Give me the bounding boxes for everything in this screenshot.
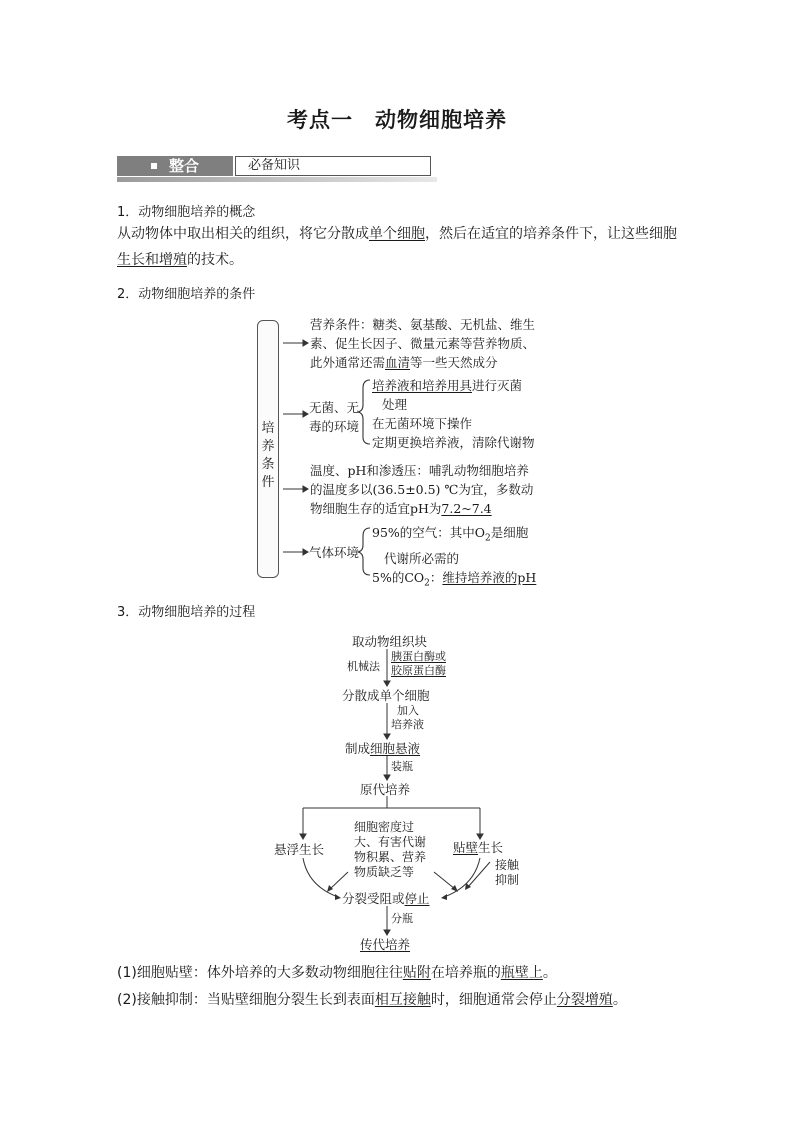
text: 制成 (345, 741, 371, 756)
flow-enzymes (391, 650, 446, 678)
text: ，然后在适宜的培养条件下，让这些细胞 (425, 226, 677, 242)
banner-label: 必备知识 (235, 156, 431, 176)
side-char: 养 (261, 439, 275, 454)
underlined-term: 瓶壁上 (500, 965, 543, 981)
text-line: 代谢所必需的 (384, 550, 460, 566)
flow-middle-causes (354, 820, 426, 880)
flow-split: 分瓶 (391, 912, 413, 925)
side-char: 件 (261, 475, 275, 490)
text-line: 物积累、营养 (354, 850, 427, 864)
side-char: 条 (261, 457, 275, 472)
sterile-head (309, 398, 359, 436)
text-line (310, 353, 535, 372)
text-line: 素、促生长因子、微量元素等营养物质、 (310, 336, 536, 351)
sterile-items (372, 376, 535, 452)
text-line: 抑制 (495, 873, 520, 887)
text: 生长 (478, 840, 504, 855)
underlined-term: 生长和增殖 (117, 252, 187, 268)
text: 从动物体中取出相关的组织，将它分散成 (117, 226, 369, 242)
underlined-term: 贴附 (402, 965, 431, 981)
text: ： (429, 569, 443, 585)
text-line: 大、有害代谢 (354, 835, 427, 849)
underlined-term: 相互接触 (374, 992, 431, 1008)
text: 5%的CO (372, 569, 425, 585)
underlined-term: 传代培养 (360, 937, 411, 952)
banner-tag-text: 整合 (169, 157, 200, 175)
text-line: 温度、pH和渗透压：哺乳动物细胞培养 (310, 463, 529, 478)
nutrition-condition (310, 315, 535, 372)
section2-heading: 2．动物细胞培养的条件 (117, 287, 256, 302)
text-line (372, 523, 536, 549)
underlined-term: 7.2~7.4 (441, 501, 492, 516)
text-line: 无菌、无 (309, 400, 360, 415)
text-line (372, 376, 535, 395)
text: 的技术。 (187, 252, 243, 268)
text: 在培养瓶的 (430, 965, 501, 981)
side-char: 培 (261, 421, 275, 436)
section3-heading: 3．动物细胞培养的过程 (117, 605, 256, 620)
text-line: 定期更换培养液，清除代谢物 (372, 435, 535, 450)
flow-step6 (360, 935, 410, 953)
underlined-term: 血清 (385, 355, 411, 370)
text: 等一些天然成分 (410, 355, 498, 370)
text-line: 营养条件：糖类、氨基酸、无机盐、维生 (310, 317, 536, 332)
text: 分裂受阻或 (342, 891, 405, 906)
text-line: 毒的环境 (309, 419, 360, 434)
underlined-term: 贴壁 (453, 840, 479, 855)
flow-right (453, 838, 503, 856)
text: 。 (542, 965, 557, 981)
text-line: 细胞密度过 (354, 820, 415, 834)
page-title: 考点一 动物细胞培养 (287, 107, 507, 132)
flow-bottle: 装瓶 (391, 760, 413, 773)
underlined-term: 胶原蛋白酶 (391, 664, 446, 677)
text: (2)接触抑制：当贴壁细胞分裂生长到表面 (117, 992, 375, 1008)
flow-contact (495, 858, 519, 888)
text: 。 (612, 992, 627, 1008)
gas-head: 气体环境 (309, 545, 360, 560)
subscript: 2 (485, 533, 491, 544)
section1-heading: 1．动物细胞培养的概念 (117, 205, 256, 220)
flow-method: 机械法 (347, 660, 380, 673)
text: 物细胞生存的适宜pH为 (310, 501, 442, 516)
text: 此外通常还需 (310, 355, 386, 370)
underlined-term: 分裂增殖 (556, 992, 613, 1008)
note-contact-inhibition (117, 987, 687, 1013)
underlined-term: 细胞悬液 (370, 741, 421, 756)
text: 进行灭菌 (472, 378, 523, 393)
text-line: 物质缺乏等 (354, 865, 415, 879)
note-adherence (117, 960, 687, 986)
text-line: 处理 (382, 397, 408, 412)
flow-step1: 取动物组织块 (352, 634, 428, 649)
text: 95%的空气：其中O (372, 525, 486, 540)
text: 时，细胞通常会停止 (430, 992, 557, 1008)
flow-step3 (345, 739, 420, 757)
underlined-term: 停止 (404, 891, 430, 906)
text-line: 加入 (397, 704, 419, 717)
text-line (372, 568, 536, 594)
underlined-term: 胰蛋白酶或 (391, 650, 446, 663)
text: 是细胞 (490, 525, 529, 540)
flow-step5 (342, 889, 430, 907)
flow-add (391, 704, 424, 732)
flow-step4: 原代培养 (360, 782, 411, 797)
flow-left: 悬浮生长 (274, 842, 325, 857)
text-line: 培养液 (391, 718, 424, 731)
text-line (310, 499, 533, 518)
underlined-term: 培养液和培养用具 (372, 378, 473, 393)
text: (1)细胞贴壁：体外培养的大多数动物细胞往往 (117, 965, 403, 981)
gas-items (372, 523, 536, 593)
flow-step2: 分散成单个细胞 (342, 688, 430, 703)
text-line: 在无菌环境下操作 (372, 416, 473, 431)
underlined-term: 维持培养液的pH (442, 569, 537, 585)
subscript: 2 (424, 578, 430, 588)
text-line: 接触 (495, 858, 520, 872)
temperature-condition (310, 461, 533, 518)
text-line: 的温度多以(36.5±0.5) ℃为宜，多数动 (310, 482, 534, 497)
underlined-term: 单个细胞 (369, 226, 425, 242)
